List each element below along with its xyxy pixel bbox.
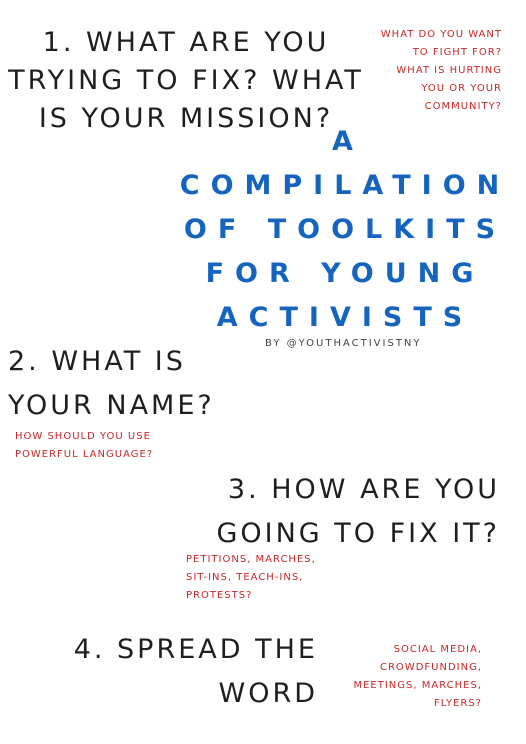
question-2-line-2: YOUR NAME? [8,390,215,421]
question-4-hint-line-1: SOCIAL MEDIA, [393,644,482,655]
question-4-hint-line-3: MEETINGS, MARCHES, [353,680,482,691]
question-3-hint-line-1: PETITIONS, MARCHES, [186,554,316,565]
question-1-line-1: 1. WHAT ARE YOU [42,27,330,58]
title-block [170,120,520,340]
question-4-hint-line-4: FLYERS? [433,698,482,709]
title-line-2: COMPILATION [179,170,511,201]
question-1-hint-line-3: WHAT IS HURTING [396,65,502,76]
question-2-hint-line-2: POWERFUL LANGUAGE? [15,449,154,460]
question-2-line-1: 2. WHAT IS [8,346,186,377]
question-2-hint [15,428,153,464]
question-3 [216,468,500,556]
question-1-hint-line-5: COMMUNITY? [424,101,502,112]
question-3-line-1: 3. HOW ARE YOU [227,474,500,505]
question-4 [74,628,318,716]
title-line-1: A [332,126,364,157]
question-3-hint-line-3: PROTESTS? [186,590,253,601]
question-4-hint-line-2: CROWDFUNDING, [380,662,482,673]
question-4-line-2: WORD [218,678,318,709]
question-2-hint-line-1: HOW SHOULD YOU USE [15,431,151,442]
question-1-hint-line-2: TO FIGHT FOR? [412,47,502,58]
question-2 [8,340,215,428]
question-1-hint-line-1: WHAT DO YOU WANT [380,29,502,40]
question-1-line-3: IS YOUR MISSION? [38,103,334,134]
title-line-5: ACTIVISTS [216,302,474,333]
question-3-line-2: GOING TO FIX IT? [216,518,500,549]
title-line-4: FOR YOUNG [205,258,485,289]
question-1-hint-line-4: YOU OR YOUR [421,83,502,94]
question-1-line-2: TRYING TO FIX? WHAT [8,65,364,96]
question-4-hint [353,641,482,713]
title-line-3: OF TOOLKITS [183,214,507,245]
byline: BY @YOUTHACTIVISTNY [265,338,422,349]
question-3-hint [186,551,316,605]
question-1-hint [381,26,502,116]
question-4-line-1: 4. SPREAD THE [73,634,318,665]
question-3-hint-line-2: SIT-INS, TEACH-INS, [186,572,304,583]
